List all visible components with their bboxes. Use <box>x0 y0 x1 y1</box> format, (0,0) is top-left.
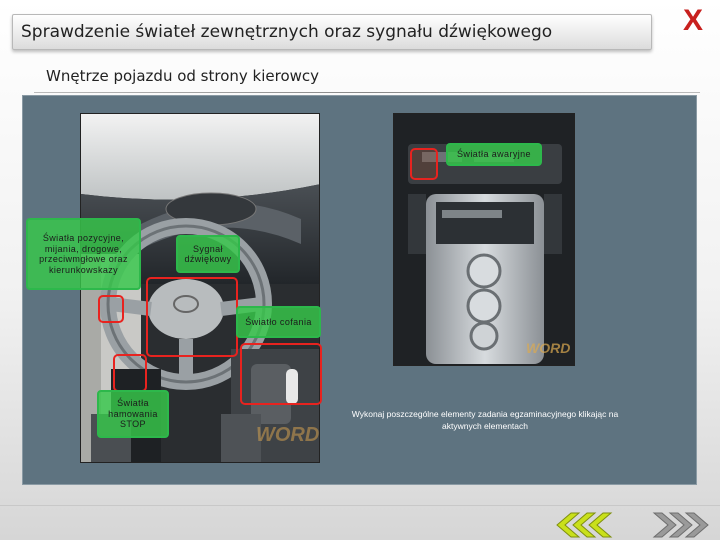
gear-lever-hotspot[interactable] <box>240 343 322 405</box>
close-icon[interactable]: X <box>682 4 703 37</box>
hazard-lights-label[interactable]: Światła awaryjne <box>446 143 542 166</box>
brake-pedal-hotspot[interactable] <box>113 354 147 392</box>
title-bar <box>12 14 652 50</box>
exterior-lights-label[interactable]: Światła pozycyjne, mijania, drogowe, przeciwmgłowe oraz kierunkowskazy <box>26 218 141 290</box>
page-title: Sprawdzenie świateł zewnętrznych oraz sygnału dźwiękowego <box>21 22 553 42</box>
reverse-light-label[interactable]: Światło cofania <box>236 306 321 338</box>
next-button[interactable] <box>648 510 710 540</box>
subtitle-divider <box>34 92 700 93</box>
horn-hotspot[interactable] <box>146 277 238 357</box>
section-subtitle: Wnętrze pojazdu od strony kierowcy <box>46 67 320 85</box>
previous-button[interactable] <box>555 510 617 540</box>
chevron-left-icon <box>555 510 617 540</box>
brake-lights-label[interactable]: Światła hamowania STOP <box>97 390 169 438</box>
instructions-text: Wykonaj poszczególne elementy zadania egzaminacyjnego klikając na aktywnych elementach <box>351 409 619 431</box>
light-stalk-hotspot[interactable] <box>98 295 124 323</box>
footer-divider <box>0 505 720 506</box>
hazard-switch-hotspot[interactable] <box>410 148 438 180</box>
watermark-logo: WORD <box>256 424 320 446</box>
watermark-logo: WORD <box>526 340 571 356</box>
horn-label[interactable]: Sygnał dźwiękowy <box>176 235 240 273</box>
chevron-right-icon <box>648 510 710 540</box>
